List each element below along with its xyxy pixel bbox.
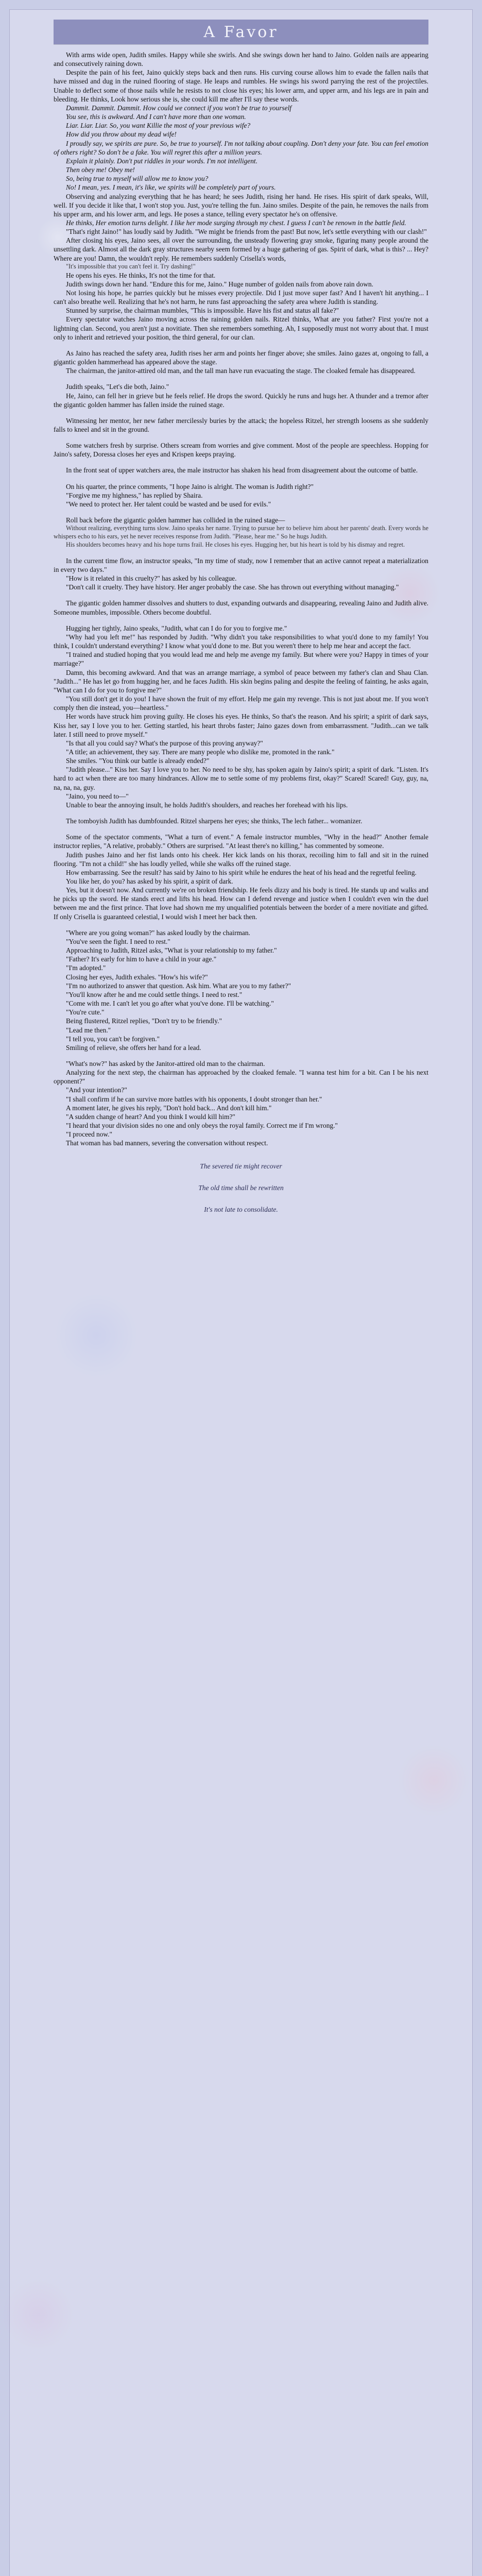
closing-verse: The old time shall be rewritten — [198, 1183, 284, 1192]
story-paragraph: "Lead me then." — [66, 1026, 111, 1034]
story-section — [54, 624, 428, 809]
closing-verse: The severed tie might recover — [200, 1162, 282, 1170]
story-paragraph: You see, this is awkward. And I can't have more than one woman. — [66, 113, 246, 121]
story-paragraph: "You still don't get it do you! I have shown the fruit of my effort. Help me gain my revenge. This is not just about me. If you won't comply then die instead, you—heartless." — [54, 695, 428, 712]
story-paragraph: He thinks, Her emotion turns delight. I like her mode surging through my chest. I guess I can't be renown in the battle field. — [66, 218, 406, 227]
story-paragraph: "Don't call it cruelty. They have history. Her anger probably the case. She has thrown out everything without managing." — [66, 583, 399, 591]
story-paragraph: A moment later, he gives his reply, "Don't hold back... And don't kill him." — [66, 1104, 272, 1112]
story-paragraph: "You'll know after he and me could settle things. I need to rest." — [66, 990, 243, 998]
story-paragraph: Some of the spectator comments, "What a turn of event." A female instructor mumbles, "Why in the head?" Another female instructor replies, "A relative, probably." Others are surprised. "At least there's no killing," has commented by someone. — [54, 833, 428, 850]
story-paragraph: She smiles. "You think our battle is already ended?" — [66, 757, 210, 765]
story-paragraph: Then obey me! Obey me! — [66, 166, 135, 174]
story-section — [54, 516, 428, 549]
story-paragraph: "Father? It's early for him to have a child in your age." — [66, 955, 217, 963]
story-paragraph: Judith pushes Jaino and her fist lands onto his cheek. Her kick lands on his thorax, recoiling him to fall and sit in the ruined flooring. "I'm not a child!" she has loudly yelled, while she walks off the ruined stage. — [54, 851, 428, 868]
story-paragraph: Her words have struck him proving guilty. He closes his eyes. He thinks, So that's the reason. And his spirit; a spirit of dark says, Kiss her, say I love you to her. Getting startled, his heart throbs faster; Jaino gazes down from embarrassment. "Judith...can we talk later. I still need to prove myself." — [54, 713, 428, 738]
story-paragraph: Despite the pain of his feet, Jaino quickly steps back and then runs. His curving course allows him to evade the fallen nails that have missed and dug in the ruined flooring of stage. He leaps and rumbles. He swings his sword parrying the rest of the projectiles. Unable to deflect some of those nails while he resists to not close his eyes; his lower arm, and upper arm, and his legs are in pain and bleeding. He thinks, Look how serious she is, she could kill me after I'll say these words. — [54, 69, 428, 103]
story-paragraph: "Where are you going woman?" has asked loudly by the chairman. — [66, 928, 250, 937]
story-paragraph: I proudly say, we spirits are pure. So, be true to yourself. I'm not talking about coupling. Don't deny your fate. You can feel emotion of others right? So don't be a fake. You will regret this after a million years. — [54, 139, 428, 156]
story-paragraph: That woman has bad manners, severing the conversation without respect. — [66, 1139, 268, 1147]
story-paragraph: As Jaino has reached the safety area, Judith rises her arm and points her finger above; she smiles. Jaino gazes at, ongoing to fall, a gigantic golden hammerhead has appeared above the stage. — [54, 349, 428, 366]
story-paragraph: Judith swings down her hand. "Endure this for me, Jaino." Huge number of golden nails from above rain down. — [66, 280, 374, 288]
story-paragraph: Dammit. Dammit. Dammit. How could we connect if you won't be true to yourself — [66, 104, 292, 112]
story-paragraph: "Judith please..." Kiss her. Say I love you to her. No need to be shy, has spoken again by Jaino's spirit; a spirit of dark. "Listen. It's hard to act when there are too many hindrances. Allow me to settle some of my problems first, okay?" Scared! Scared! Guy, guy, na, na, na, na, guy. — [54, 766, 428, 791]
story-paragraph: You like her, do you? has asked by his spirit, a spirit of dark. — [66, 877, 233, 885]
story-paragraph: How did you throw about my dead wife! — [66, 130, 177, 139]
story-paragraph: His shoulders becomes heavy and his hope turns frail. He closes his eyes. Hugging her, but his heart is told by his dismay and regret. — [66, 540, 405, 548]
story-page — [54, 16, 428, 2576]
story-paragraph: So, being true to myself will allow me to know you? — [66, 175, 209, 183]
story-paragraph: "I'm no authorized to answer that question. Ask him. What are you to my father?" — [66, 981, 291, 990]
story-paragraph: "And your intention?" — [66, 1086, 127, 1094]
story-paragraph: Every spectator watches Jaino moving across the raining golden nails. Ritzel thinks, What are you father? First you're not a lightning clan. Second, you aren't just a novitiate. Then she remembers something. Ah, I supposedly must not worry about that. I must only to inherit and retrieved your position, the third general, for our clan. — [54, 315, 428, 341]
story-paragraph: Judith speaks, "Let's die both, Jaino." — [66, 383, 169, 391]
story-section — [54, 1059, 428, 1148]
story-paragraph: Liar. Liar. Liar. So, you want Killie the most of your previous wife? — [66, 122, 251, 130]
story-section — [54, 441, 428, 459]
story-paragraph: "I shall confirm if he can survive more battles with his opponents, I doubt stronger than her." — [66, 1095, 322, 1103]
story-paragraph: "How is it related in this cruelty?" has asked by his colleague. — [66, 574, 237, 583]
story-paragraph: "You're cute." — [66, 1008, 105, 1016]
story-section — [54, 416, 428, 434]
story-paragraph: The chairman, the janitor-attired old man, and the tall man have run evacuating the stage. The cloaked female has disappeared. — [66, 367, 416, 375]
story-paragraph: "I'm adopted." — [66, 964, 106, 972]
story-paragraph: Without realizing, everything turns slow. Jaino speaks her name. Trying to pursue her to believe him about her parents' death. Every words he whispers echo to his ears, yet he never receives response from Judith. "Please, hear me." So he hugs Judith. — [54, 524, 428, 540]
story-paragraph: Analyzing for the next step, the chairman has approached by the cloaked female. "I wanna test him for a bit. Can I be his next opponent?" — [54, 1069, 428, 1086]
story-paragraph: Unable to bear the annoying insult, he holds Judith's shoulders, and reaches her forehead with his lips. — [66, 801, 348, 809]
story-section — [54, 382, 428, 409]
story-section — [54, 50, 428, 342]
story-paragraph: Explain it plainly. Don't put riddles in your words. I'm not intelligent. — [66, 157, 257, 165]
story-paragraph: Observing and analyzing everything that he has heard; he sees Judith, rising her hand. He rises. His spirit of dark speaks, Will, well. If you decide it like that, I won't stop you. Just, you're telling the fun. Jaino smiles. Despite of the pain, he removes the nails from his upper arm, and his lower arm, and legs. He poses a stance, telling every spectator he's on offensive. — [54, 192, 428, 218]
story-body — [54, 50, 428, 1148]
story-section — [54, 817, 428, 825]
story-section — [54, 833, 428, 921]
story-paragraph: Some watchers fresh by surprise. Others scream from worries and give comment. Most of the people are speechless. Hopping for Jaino's safety, Doressa closes her eyes and Krispen keeps praying. — [54, 442, 428, 459]
story-paragraph: "I trained and studied hoping that you would lead me and help me avenge my family. But where were you? Happy in times of your marriage?" — [54, 651, 428, 668]
story-paragraph: Closing her eyes, Judith exhales. "How's his wife?" — [66, 973, 208, 981]
story-paragraph: The tomboyish Judith has dumbfounded. Ritzel sharpens her eyes; she thinks, The lech father... womanizer. — [66, 817, 363, 825]
closing-verses — [54, 1162, 428, 1214]
story-paragraph: Approaching to Judith, Ritzel asks, "What is your relationship to my father." — [66, 946, 277, 955]
closing-verse: It's not late to consolidate. — [204, 1205, 278, 1213]
story-section — [54, 349, 428, 375]
story-section — [54, 556, 428, 592]
story-section — [54, 599, 428, 616]
story-paragraph: "Forgive me my highness," has replied by Shaira. — [66, 491, 203, 499]
story-paragraph: In the current time flow, an instructor speaks, "In my time of study, now I remember that an active cannot repeat a materialization in every two days." — [54, 556, 428, 573]
story-paragraph: "We need to protect her. Her talent could be wasted and be used for evils." — [66, 500, 271, 508]
story-paragraph: Roll back before the gigantic golden hammer has collided in the ruined stage— — [66, 516, 285, 524]
story-paragraph: "What's now?" has asked by the Janitor-attired old man to the chairman. — [66, 1059, 265, 1067]
story-paragraph: After closing his eyes, Jaino sees, all over the surrounding, the unsteady flowering gray smoke, figuring many people around the unsettling dark. Almost all the dark gray structures nearby seem formed by a huge gathering of gas. Spirit of dark, what is this? ... Hey? Where are you! Damn, the wouldn't reply. He remembers suddenly Crisella's words, — [54, 236, 428, 262]
story-paragraph: "A title; an achievement, they say. There are many people who dislike me, promoted in the rank." — [66, 748, 335, 756]
story-paragraph: He, Jaino, can fell her in grieve but he feels relief. He drops the sword. Quickly he runs and hugs her. A thunder and a tremor after the gigantic golden hammer has fallen inside the ruined stage. — [54, 392, 428, 409]
story-paragraph: Witnessing her mentor, her new father mercilessly buries by the attack; the hopeless Ritzel, her strength loosens as she suddenly falls to kneel and sit in the ground. — [54, 416, 428, 433]
story-paragraph: Yes, but it doesn't now. And currently we're on broken friendship. He feels dizzy and his body is tired. He stands up and walks and he picks up the sword. He stands erect and lifts his head. How can I defend revenge and justice when I couldn't even win the duel between me and the first prince. That love had shown me my unqualified potentials between the border of a mere novitiate and gifted. If only Crisella is guaranteed celestial, I would wish I meet her back then. — [54, 886, 428, 921]
story-paragraph: How embarrassing. See the result? has said by Jaino to his spirit while he endures the heat of his head and the regretful feeling. — [66, 868, 417, 876]
story-paragraph: "I tell you, you can't be forgiven." — [66, 1035, 160, 1043]
story-paragraph: Being flustered, Ritzel replies, "Don't try to be friendly." — [66, 1017, 222, 1025]
story-paragraph: "Jaino, you need to—" — [66, 792, 129, 800]
story-paragraph: No! I mean, yes. I mean, it's like, we spirits will be completely part of yours. — [66, 183, 276, 192]
story-paragraph: "You've seen the fight. I need to rest." — [66, 937, 170, 945]
story-paragraph: "That's right Jaino!" has loudly said by Judith. "We might be friends from the past! But now, let's settle everything with our clash!" — [66, 228, 427, 236]
story-paragraph: "I proceed now." — [66, 1130, 113, 1139]
story-paragraph: In the front seat of upper watchers area, the male instructor has shaken his head from disagreement about the outcome of battle. — [66, 466, 418, 474]
story-paragraph: "A sudden change of heart? And you think I would kill him?" — [66, 1112, 235, 1121]
story-paragraph: On his quarter, the prince comments, "I hope Jaino is alright. The woman is Judith right?" — [66, 482, 314, 490]
title-banner — [54, 20, 428, 44]
story-paragraph: Hugging her tightly, Jaino speaks, "Judith, what can I do for you to forgive me." — [66, 624, 287, 632]
story-paragraph: Smiling of relieve, she offers her hand for a lead. — [66, 1043, 201, 1052]
story-section — [54, 466, 428, 474]
story-paragraph: "Is that all you could say? What's the purpose of this proving anyway?" — [66, 739, 263, 747]
story-section — [54, 482, 428, 509]
story-title: A Favor — [203, 23, 279, 41]
story-paragraph: With arms wide open, Judith smiles. Happy while she swirls. And she swings down her hand to Jaino. Golden nails are appearing and consecutively raining down. — [54, 51, 428, 68]
story-paragraph: He opens his eyes. He thinks, It's not the time for that. — [66, 271, 216, 279]
story-section — [54, 928, 428, 1052]
story-paragraph: Stunned by surprise, the chairman mumbles, "This is impossible. Have his fist and status all fake?" — [66, 307, 339, 315]
story-paragraph: Not losing his hope, he parries quickly but he misses every projectile. Did I just move super fast? And I haven't hit anything... I can't also breathe well. Realizing that he's not harm, he runs fast approaching the safety area where Judith is standing. — [54, 289, 428, 306]
story-paragraph: "Why had you left me!" has responded by Judith. "Why didn't you take responsibilities to what you'd done to my family! You think, I couldn't understand everything? I know what you'd done to me. But you weren't there to help me hear and accept the fact. — [54, 633, 428, 650]
story-paragraph: "It's impossible that you can't feel it. Try dashing!" — [66, 262, 196, 270]
story-paragraph: "Come with me. I can't let you go after what you've done. I'll be watching." — [66, 999, 274, 1008]
story-paragraph: "I heard that your division sides no one and only obeys the royal family. Correct me if I'm wrong." — [66, 1122, 338, 1130]
story-paragraph: The gigantic golden hammer dissolves and shutters to dust, expanding outwards and disappearing, revealing Jaino and Judith alive. Someone mumbles, impossible. Others become doubtful. — [54, 599, 428, 616]
story-paragraph: Damn, this becoming awkward. And that was an arrange marriage, a symbol of peace between my father's clan and Shau Clan. "Judith..." He has let go from hugging her, and he faces Judith. His skin begins paling and despite the feeling of fainting, he asks again, "What can I do for you to forgive me?" — [54, 668, 428, 694]
